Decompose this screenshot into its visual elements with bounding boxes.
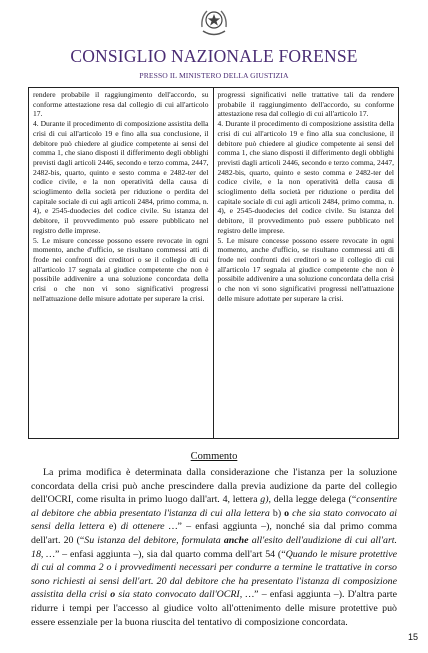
comparison-paragraph: 4. Durante il procedimento di composizione assistita della crisi di cui all'articolo 19 e fino alla sua conclusione, il debitore può chiedere al giudice competente ai sensi del comma 1, che siano disposti il differimento degli obblighi previsti dagli articoli 2446, secondo e terzo comma, 2447, 2482-bis, quarto, quinto e sesto comma e 2482-ter del codice civile, e la non operatività della causa di scioglimento della società per riduzione o perdita del capitale sociale di cui agli articoli 2484, primo comma, n. 4), e 2545-duodecies del codice civile. Su istanza del debitore, il provvedimento può essere pubblicato nel registro delle imprese.: [33, 119, 209, 235]
organization-title: CONSIGLIO NAZIONALE FORENSE: [70, 46, 358, 66]
comment-heading: Commento: [190, 451, 238, 462]
republic-emblem-icon: [199, 5, 229, 37]
page-number: 15: [407, 632, 418, 642]
comment-paragraph: La prima modifica è determinata dalla considerazione che l'istanza per la soluzione concordata della crisi può anche prescindere dalla previa audizione da parte del collegio dell'OCRI, come risulta in primo luogo dall'art. 4, lettera g), della legge delega (“consentire al debitore che abbia presentato l'istanza di cui alla lettera b) o che sia stato convocato ai sensi della lettera e) di ottenere …” – enfasi aggiunta –), nonché sia dal primo comma dell'art. 20 (“Su istanza del debitore, formulata anche all'esito dell'audizione di cui all'art. 18, …” – enfasi aggiunta –), sia dal quarto comma dell'art 54 (“Quando le misure protettive di cui al comma 2 o i provvedimenti necessari per condurre a termine le trattative in corso sono richiesti ai sensi dell'art. 20 dal debitore che ha presentato l'istanza di composizione assistita della crisi o sia stato convocato dall'OCRI, …” – enfasi aggiunta –). D'altra parte ridurre i tempi per l'accesso al giudice volto all'ottenimento delle misure protettive può essere essenziale per la buona riuscita del tentativo di composizione concordata.: [31, 467, 398, 628]
comparison-paragraph: progressi significativi nelle trattative tali da rendere probabile il raggiungimento dell'accordo, su conforme attestazione resa dal collegio di cui all'articolo 17.: [217, 90, 394, 119]
organization-subtitle: PRESSO IL MINISTERO DELLA GIUSTIZIA: [139, 71, 289, 80]
comparison-table: [28, 87, 399, 439]
comparison-paragraph: 5. Le misure concesse possono essere revocate in ogni momento, anche d'ufficio, se risultano commessi atti di frode nei confronti dei creditori o se il collegio di cui all'articolo 17 segnala al giudice competente che non è possibile addivenire a una soluzione concordata della crisi o che non vi sono significativi progressi nell'attuazione delle misure adottate per superare la crisi.: [217, 235, 394, 303]
comparison-paragraph: 5. Le misure concesse possono essere revocate in ogni momento, anche d'ufficio, se risultano commessi atti di frode nei confronti dei creditori o se il collegio di cui all'articolo 17 segnala al giudice competente che non è possibile addivenire a una soluzione concordata della crisi o che non vi sono significativi progressi nell'attuazione delle misure adottate per superare la crisi.: [33, 235, 209, 303]
comparison-paragraph: rendere probabile il raggiungimento dell'accordo, su conforme attestazione resa dal collegio di cui all'articolo 17.: [33, 90, 209, 119]
comparison-column-left: [29, 88, 214, 438]
comment-body: [31, 466, 397, 629]
comparison-column-right: [214, 88, 399, 438]
comparison-paragraph: 4. Durante il procedimento di composizione assistita della crisi di cui all'articolo 19 e fino alla sua conclusione, il debitore può chiedere al giudice competente ai sensi del comma 1, che siano disposti il differimento degli obblighi previsti dagli articoli 2446, secondo e terzo comma, 2447, 2482-bis, quarto, quinto e sesto comma e 2482-ter del codice civile, e la non operatività della causa di scioglimento della società per riduzione o perdita del capitale sociale di cui agli articoli 2484, primo comma, n. 4), e 2545-duodecies del codice civile. Su istanza del debitore, il provvedimento può essere pubblicato nel registro delle imprese.: [217, 119, 394, 235]
